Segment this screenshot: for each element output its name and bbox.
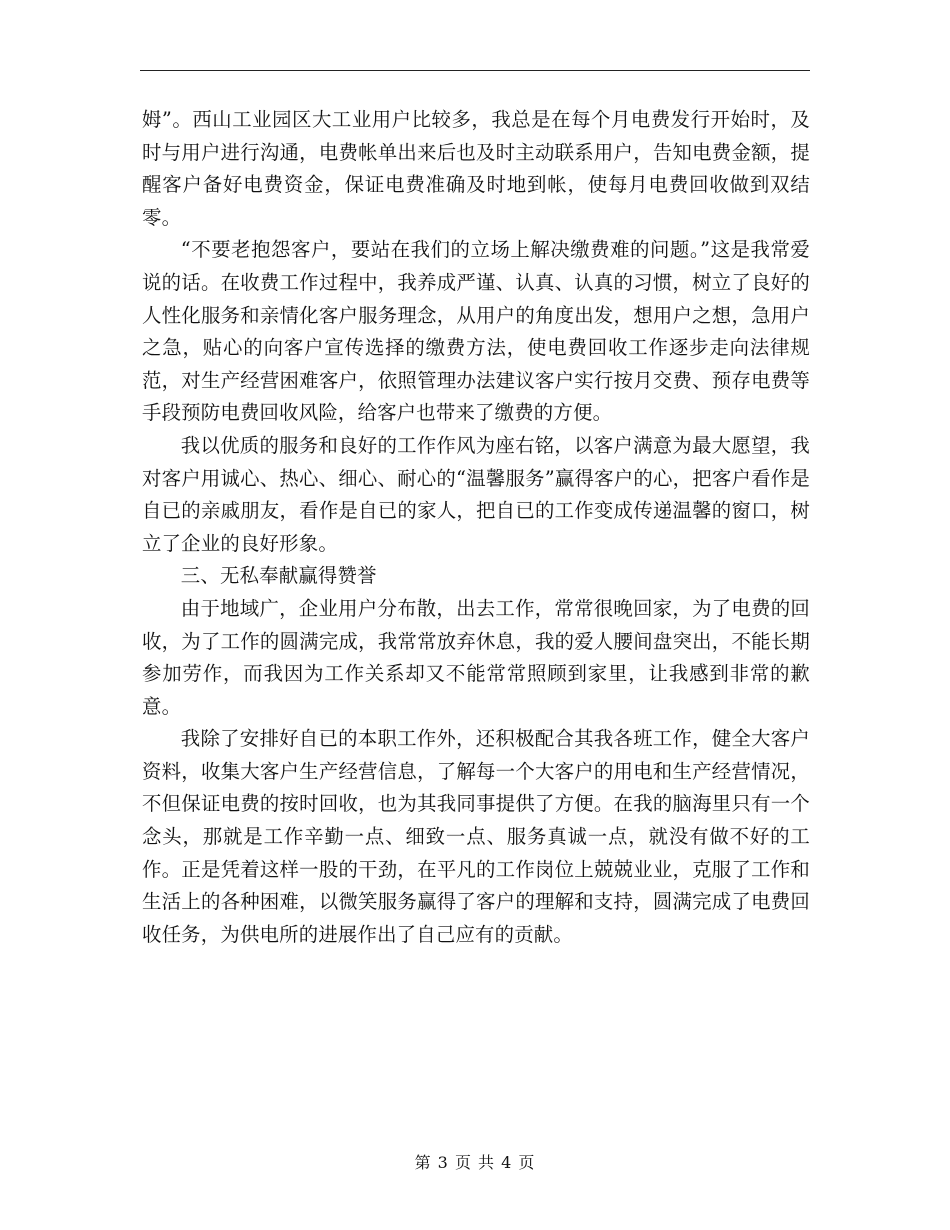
header-rule (140, 70, 810, 71)
paragraph-dedication: 由于地域广，企业用户分布散，出去工作，常常很晚回家，为了电费的回收，为了工作的圆满完成，我常常放弃休息，我的爱人腰间盘突出，不能长期参加劳作，而我因为工作关系却又不能常常照顾到家里，让我感到非常的歉意。 (142, 596, 810, 718)
paragraph-continuation: 姆”。西山工业园区大工业用户比较多，我总是在每个月电费发行开始时，及时与用户进行沟通，电费帐单出来后也及时主动联系用户，告知电费金额，提醒客户备好电费资金，保证电费准确及时地到帐，使每月电费回收做到双结零。 (142, 108, 810, 229)
page-number-footer: 第 3 页 共 4 页 (414, 1153, 536, 1172)
section-heading: 三、无私奉献赢得赞誉 (180, 564, 377, 588)
paragraph-quote: “不要老抱怨客户，要站在我们的立场上解决缴费难的问题。”这是我常爱说的话。在收费工作过程中，我养成严谨、认真、认真的习惯，树立了良好的人性化服务和亲情化客户服务理念，从用户的角度出发，想用户之想，急用户之急，贴心的向客户宣传选择的缴费方法，使电费回收工作逐步走向法律规范，对生产经营困难客户，依照管理办法建议客户实行按月交费、预存电费等手段预防电费回收风险，给客户也带来了缴费的方便。 (142, 238, 810, 425)
paragraph-service-motto: 我以优质的服务和良好的工作作风为座右铭，以客户满意为最大愿望，我对客户用诚心、热心、细心、耐心的“温馨服务”赢得客户的心，把客户看作是自已的亲戚朋友，看作是自已的家人，把自已的工作变成传递温馨的窗口，树立了企业的良好形象。 (142, 433, 810, 555)
paragraph-cooperation: 我除了安排好自已的本职工作外，还积极配合其我各班工作，健全大客户资料，收集大客户生产经营信息，了解每一个大客户的用电和生产经营情况，不但保证电费的按时回收，也为其我同事提供了方便。在我的脑海里只有一个念头，那就是工作辛勤一点、细致一点、服务真诚一点，就没有做不好的工作。正是凭着这样一股的干劲，在平凡的工作岗位上兢兢业业，克服了工作和生活上的各种困难，以微笑服务赢得了客户的理解和支持，圆满完成了电费回收任务，为供电所的进展作出了自己应有的贡献。 (142, 727, 810, 946)
body-text (142, 104, 810, 951)
